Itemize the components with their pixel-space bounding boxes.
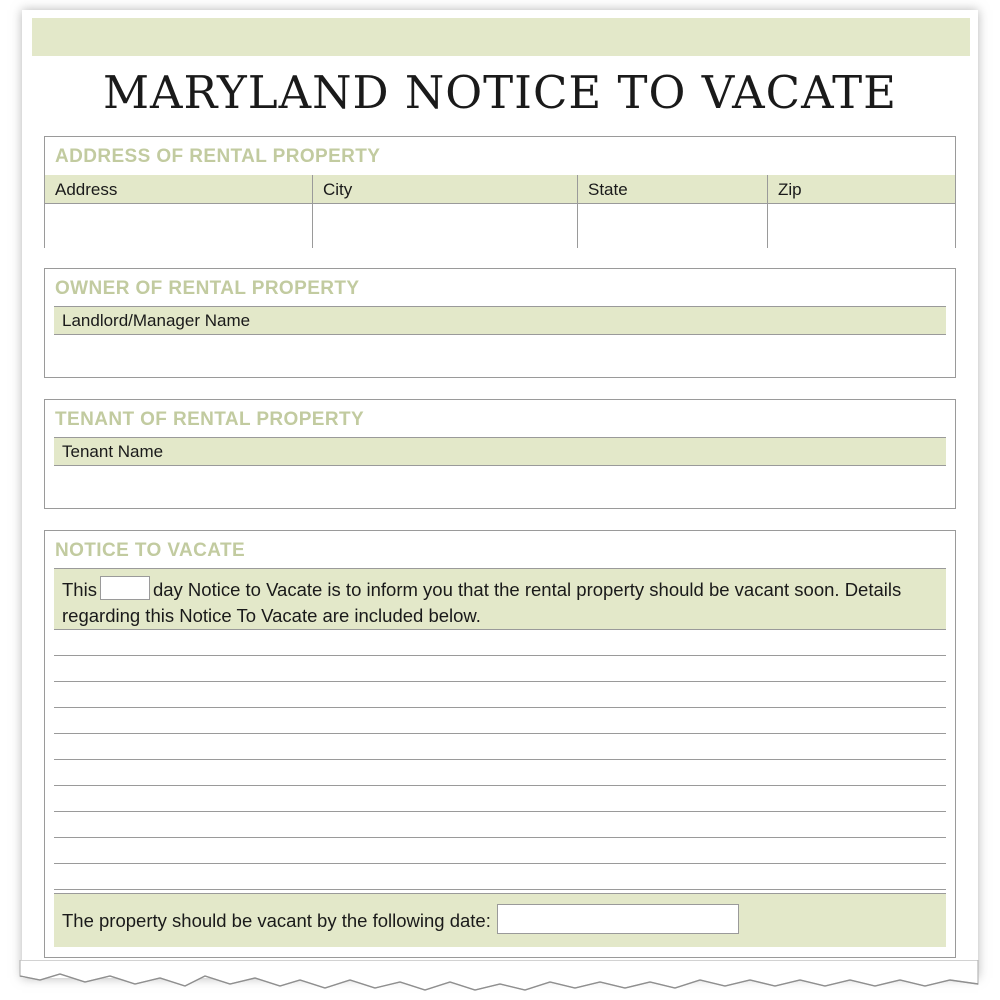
details-line[interactable] (54, 786, 946, 812)
state-input[interactable] (578, 204, 767, 248)
section-address-of-rental-property (44, 136, 956, 248)
section-notice-to-vacate (44, 530, 956, 958)
vacant-by-label: The property should be vacant by the following date: (62, 910, 491, 931)
vacant-by-row (54, 893, 946, 947)
zip-input[interactable] (768, 204, 955, 248)
top-accent-band (32, 18, 970, 56)
section-tenant-of-rental-property (44, 399, 956, 509)
section-owner-of-rental-property (44, 268, 956, 378)
details-line[interactable] (54, 838, 946, 864)
address-column-city (312, 175, 577, 248)
address-column-address (45, 175, 312, 248)
section-header-owner: OWNER OF RENTAL PROPERTY (55, 278, 360, 299)
section-header-tenant: TENANT OF RENTAL PROPERTY (55, 409, 365, 430)
address-column-zip (767, 175, 955, 248)
address-column-state (577, 175, 767, 248)
details-line[interactable] (54, 656, 946, 682)
notice-text-before: This (62, 579, 97, 600)
state-label: State (578, 175, 767, 204)
address-grid (45, 175, 955, 248)
city-label: City (313, 175, 577, 204)
notice-statement (54, 568, 946, 630)
landlord-manager-name-label: Landlord/Manager Name (54, 306, 946, 335)
address-label: Address (45, 175, 312, 204)
city-input[interactable] (313, 204, 577, 248)
address-input[interactable] (45, 204, 312, 248)
tenant-name-input[interactable] (54, 466, 946, 506)
details-lines (54, 630, 946, 890)
details-line[interactable] (54, 812, 946, 838)
details-line[interactable] (54, 734, 946, 760)
landlord-manager-name-input[interactable] (54, 335, 946, 375)
details-line[interactable] (54, 630, 946, 656)
details-line[interactable] (54, 864, 946, 890)
section-header-notice: NOTICE TO VACATE (55, 540, 246, 561)
torn-paper-edge (0, 960, 1000, 1000)
section-header-address: ADDRESS OF RENTAL PROPERTY (55, 146, 381, 167)
zip-label: Zip (768, 175, 955, 204)
notice-text-after: day Notice to Vacate is to inform you that the rental property should be vacant soon. Details regarding this Notice To Vacate are included below. (62, 579, 902, 626)
days-count-input[interactable] (100, 576, 150, 600)
details-line[interactable] (54, 682, 946, 708)
details-line[interactable] (54, 760, 946, 786)
details-line[interactable] (54, 708, 946, 734)
page-title: MARYLAND NOTICE TO VACATE (102, 66, 898, 119)
vacant-by-date-input[interactable] (497, 904, 739, 934)
tenant-name-label: Tenant Name (54, 437, 946, 466)
